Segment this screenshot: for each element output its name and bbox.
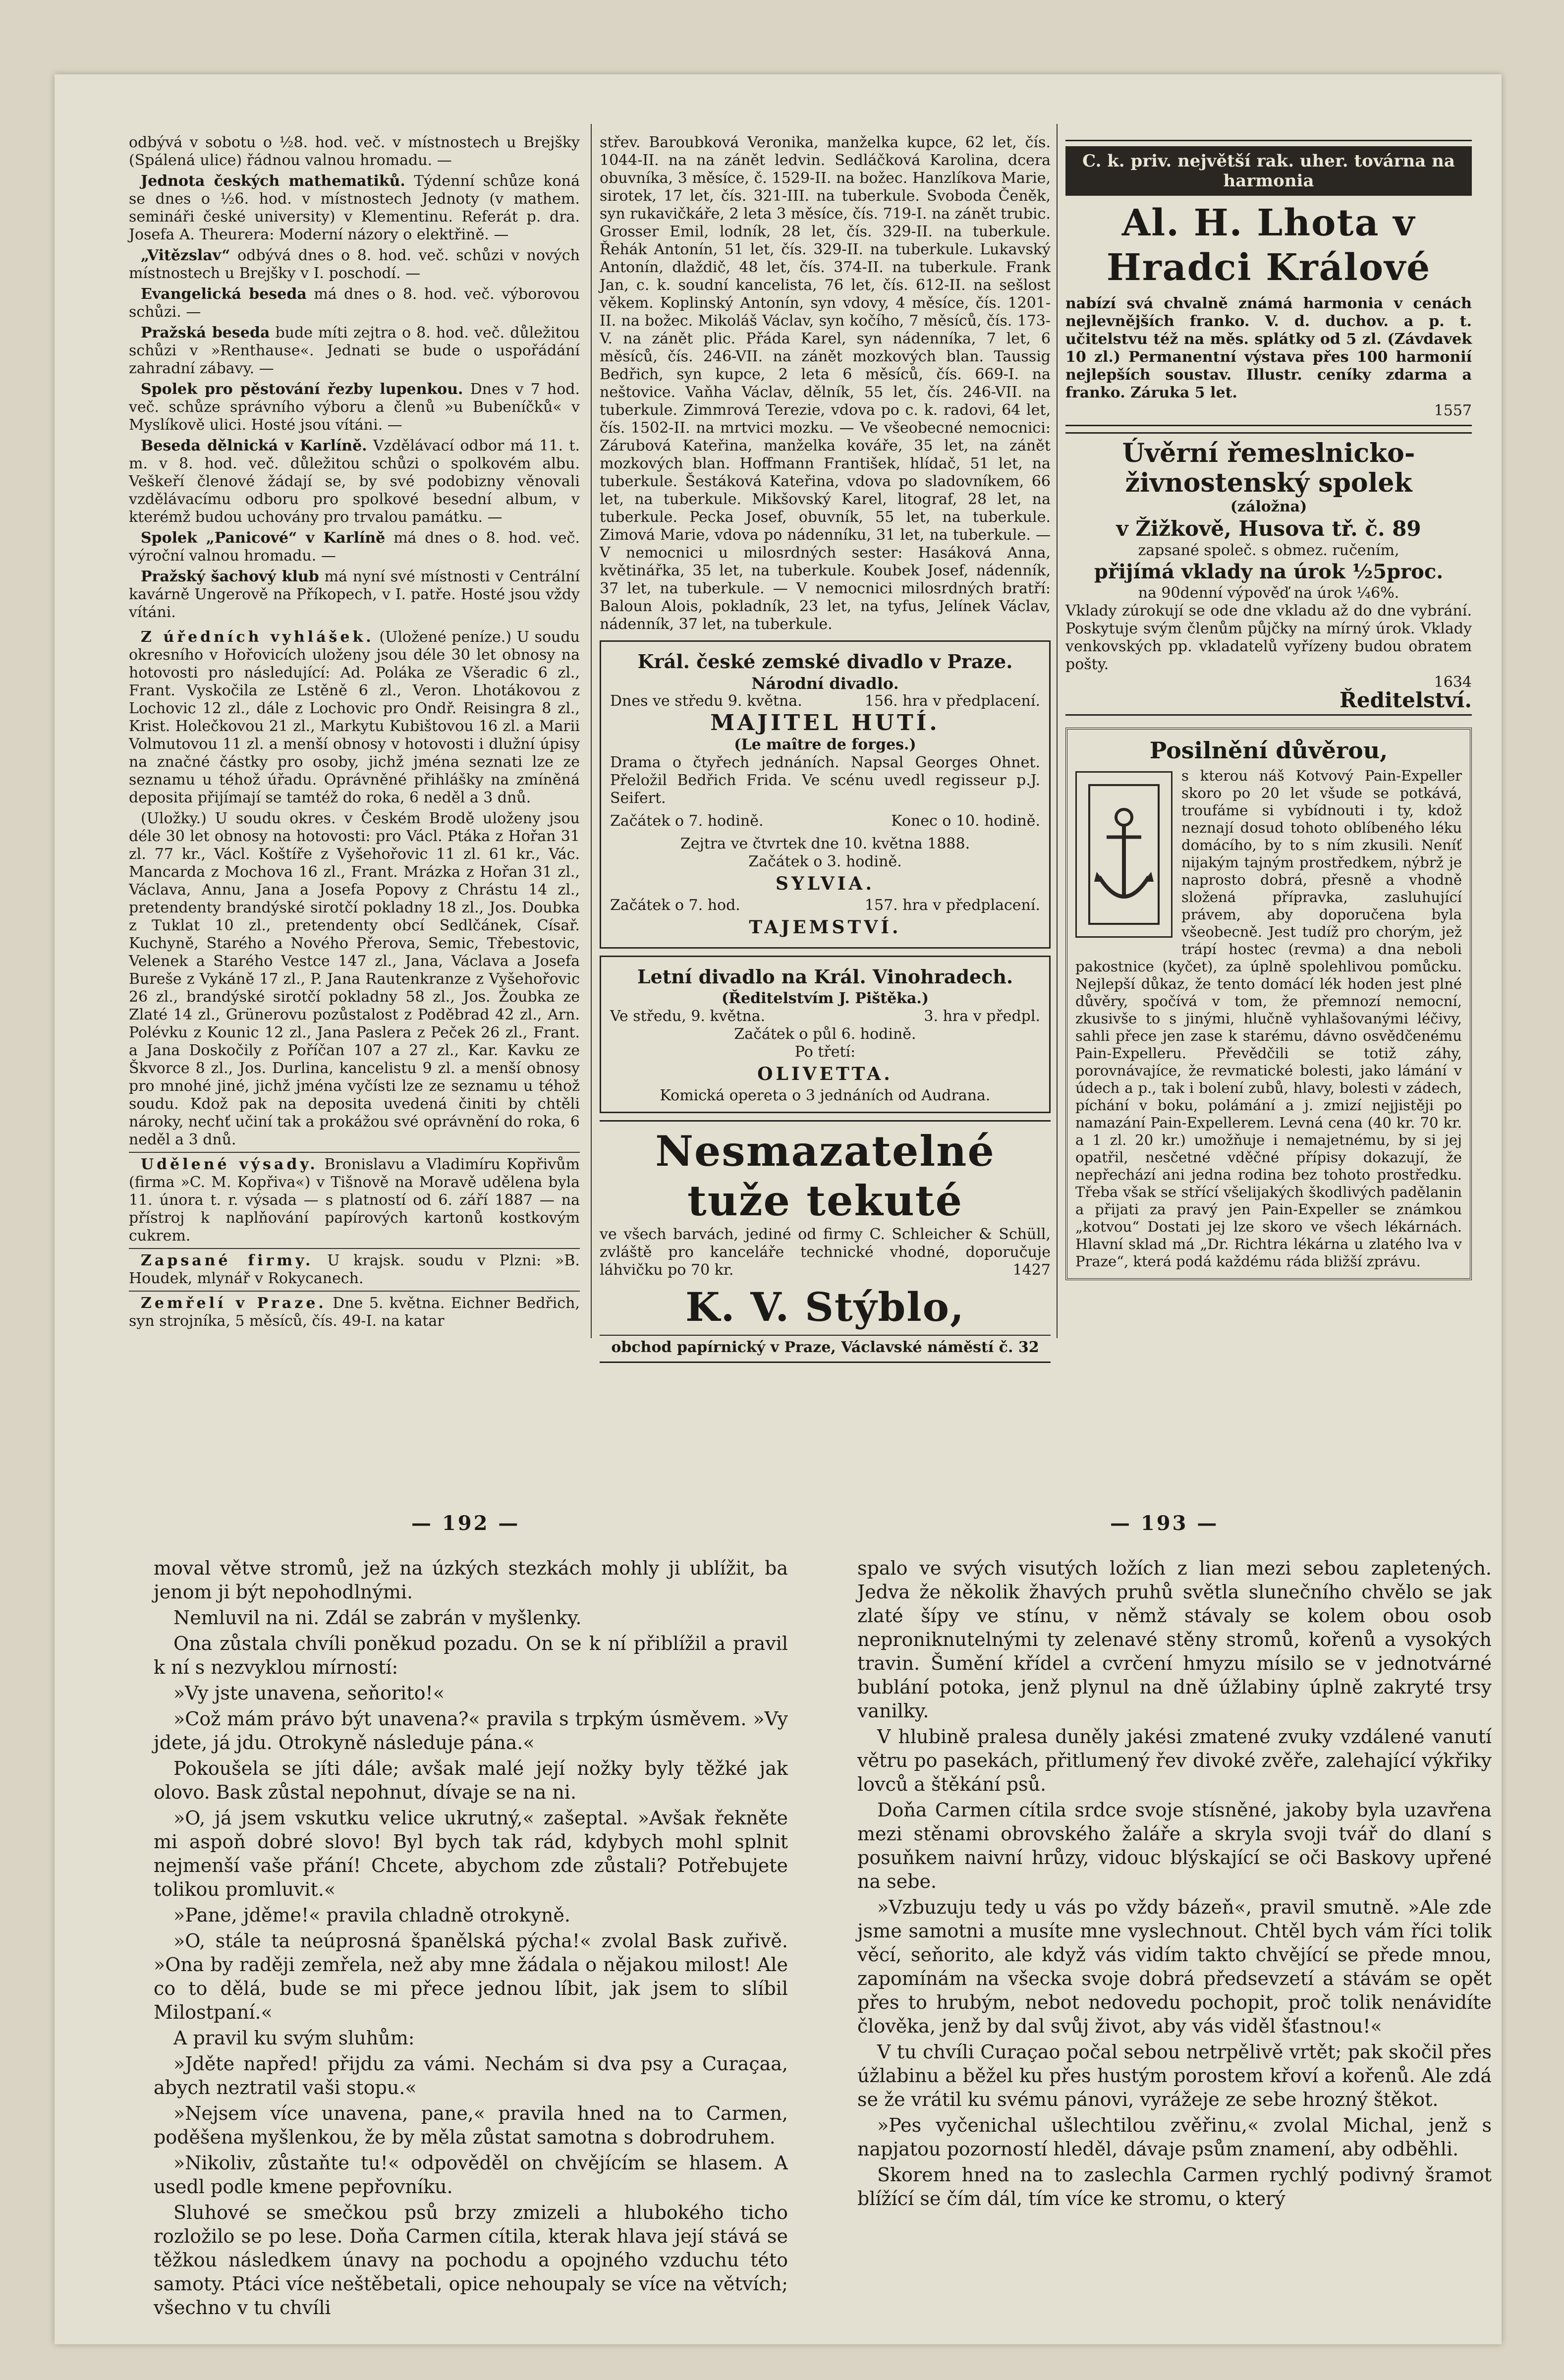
- story-paragraph: »Vzbuzuju tedy u vás po vždy bázeň«, pravil smutně. »Ale zde jsme samotni a musíte mne vyslechnout. Chtěl bych vám říci tolik věcí, seňorito, ale když vás vidím takto chvějící se přede mnou, zapomínám na všecka svoje dobrá předsevzetí a stávám se opět přes to hrubým, nebot nedovedu pochopit, proč tolik nenávidíte člověka, jenž by dal svůj život, aby vás viděl šťastnou!«: [857, 1896, 1492, 2037]
- advert-harmonium: [1065, 140, 1472, 426]
- story-paragraph: Nemluvil na ni. Zdál se zabrán v myšlenky.: [173, 1607, 582, 1629]
- section-heading: Z úředních vyhlášek.: [141, 628, 374, 646]
- news-heading: Evangelická beseda: [141, 285, 307, 303]
- anchor-emblem-icon: [1075, 771, 1173, 938]
- news-column-middle: [600, 134, 1051, 1369]
- news-heading: Spolek „Panicové“ v Karlíně: [141, 529, 386, 547]
- news-paragraph: odbývá v sobotu o ½8. hod. več. v místnostech u Brejšky (Spálená ulice) řádnou valnou hromadu. —: [129, 134, 580, 169]
- pain-text: s kterou náš Kotvový Pain-Expeller skoro po 20 let všude se potkává, troufáme si vybídnouti i ty, kdož neznají dosud tohoto oblíbeného léku domácího, by to s ním zkusili. Neníť nijakým tajným prostředkem, nýbrž je naprosto dobrá, přesně a vhodně složená přípravka, zasluhující právem, aby doporučena byla všeobecně. Jest tudíž pro chorým, jež trápí hostec (revma) a dna neboli pakostnice (kyčet), za úplně spolehlivou pomůcku. Nejlepší důkaz, že tento domácí lék hoden jest plné důvěry, spočívá v tom, že přemnozí nemocní, zkusivše to s jinými, hlučně vyhlašovanými léčivy, sahli přece jen zase k starému, dávno osvědčenému Pain-Expelleru. Převědčili se totiž záhy, porovnávajíce, že revmatické bolesti, jako lámání v údech a p., tak i bolení zubů, hlavy, bolesti v zádech, píchání v boku, polámání a j. zmizí nejjistěji po namazání Pain-Expellerem. Levná cena (40 kr. 70 kr. a 1 zl. 20 kr.) umožňuje i nemajetnému, by si jej opatřil, nesčetné vděčné přípisy dokazují, že nepřechází ani jedna rodina bez tohoto prostředku. Třeba však se střící všelijakých škodlivých padělanin a přijati za pravý jen Pain-Expeller se známkou „kotvou“ Dostati jej lze skoro ve všech lékárnách. Hlavní sklad má „Dr. Richtra lékárna u zlatého lva v Praze“, která podá každému ráda bližší zprávu.: [1075, 767, 1462, 1270]
- play-description: Komická opereta o 3 jednáních od Audrana.: [660, 1087, 991, 1104]
- story-paragraph: »Pane, jděme!« pravila chladně otrokyně.: [173, 1904, 570, 1926]
- theatre-date-row: Ve středu, 9. května. 3. hra v předpl.: [610, 1008, 1040, 1025]
- story-paragraph: »Nejsem více unavena, pane,« pravila hned na to Carmen, poděšena myšlenkou, že by měla zůstat samotna s dobrodruhem.: [154, 2102, 788, 2148]
- harmonium-text: nabízí svá chvalně známá harmonia v cenách nejlevnějších franko. V. d. duchov. a p. t. učitelstvu též na měs. splátky od 5 zl. (Závdavek 10 zl.) Permanentní výstava přes 100 harmonií nejlepších soustav. Illustr. ceníky zdarma a franko. Záruka 5 let.: [1065, 295, 1472, 401]
- ink-text: ve všech barvách, jediné od firmy C. Schleicher & Schüll, zvláště pro kanceláře technické vhodné, doporučuje láhvičku po 70 kr. 1427: [600, 1226, 1051, 1279]
- story-paragraph: Ona zůstala chvíli poněkud pozadu. On se k ní přiblížil a pravil k ní s nezvyklou mírností:: [154, 1633, 788, 1678]
- bank-name: Úvěrní řemeslnicko-živnostenský spolek: [1122, 438, 1415, 498]
- story-paragraph: »Vy jste unavena, seňorito!«: [173, 1682, 445, 1704]
- evening-play: TAJEMSTVÍ.: [749, 917, 901, 938]
- ad-number: 1634: [1434, 674, 1472, 691]
- bank-text: Vklady zúrokují se ode dne vkladu až do dne vybrání. Poskytuje svým členům půjčky na mírný úrok. Vklady venkovských pp. vkladatelů vyřízeny budou obratem pošty.: [1065, 602, 1472, 673]
- news-heading: Jednota českých mathematiků.: [141, 172, 405, 190]
- ad-number: 1557: [1434, 402, 1472, 419]
- news-paragraph: „Vitězslav“ odbývá dnes o 8. hod. več. schůzi v nových místnostech u Brejšky v I. poschodí. —: [129, 247, 580, 282]
- play-description: Drama o čtyřech jednáních. Napsal Georges Ohnet. Přeložil Bedřich Frida. Ve scénu uvedl regisseur p.J. Seifert.: [610, 754, 1040, 807]
- play-title: OLIVETTA.: [757, 1064, 893, 1084]
- news-paragraph: Jednota českých mathematiků. Týdenní schůze koná se dnes o ½6. hod. v místnostech Jednoty (v mathem. semináři české university) v Klementinu. Referát p. dra. Josefa A. Theurera: Moderní názory o elektřině. —: [129, 172, 580, 243]
- newspaper-page: [55, 74, 1502, 2344]
- advert-pain-expeller: [1065, 728, 1472, 1280]
- story-paragraph: »Což mám právo být unavena?« pravila s trpkým úsměvem. »Vy jdete, já jdu. Otrokyně následuje pána.«: [154, 1708, 788, 1754]
- bank-address: v Žižkově, Husova tř. č. 89: [1116, 516, 1421, 541]
- news-paragraph: Zapsané firmy. U krajsk. soudu v Plzni: »B. Houdek, mlynář v Rokycanech.: [129, 1248, 580, 1288]
- news-heading: „Vitězslav“: [141, 247, 230, 264]
- news-paragraph: Pražský šachový klub má nyní své místnosti v Centrální kavárně Ungerově na Příkopech, v I. patře. Hosté jsou vždy vítáni.: [129, 568, 580, 621]
- bank-offer: přijímá vklady na úrok ½5proc.: [1094, 560, 1444, 583]
- theatre-subtitle: Národní divadlo.: [751, 674, 899, 693]
- column-rule: [1057, 124, 1058, 1338]
- story-page-left: [154, 1556, 788, 2322]
- start-time: Začátek o půl 6. hodině.: [734, 1025, 916, 1043]
- evening-times: Začátek o 7. hod. 157. hra v předplacení.: [610, 897, 1040, 914]
- news-paragraph: Udělené výsady. Bronislavu a Vladimíru Kopřivům (firma »C. M. Kopřiva«) v Tišnově na Moravě udělena byla 11. února t. r. výsada — s platností od 6. září 1887 — na přístroj k naplňování papírových kartonů kostkovým cukrem.: [129, 1152, 580, 1245]
- play-title: MAJITEL HUTÍ.: [710, 710, 940, 736]
- section-heading: Zapsané firmy.: [141, 1252, 314, 1269]
- ink-firm: K. V. Stýblo,: [685, 1284, 965, 1330]
- story-page-right: [857, 1556, 1492, 2212]
- story-paragraph: »Nikoliv, zůstaňte tu!« odpověděl on chvějícím se hlasem. A usedl podle kmene pepřovníku.: [154, 2152, 788, 2198]
- play-times: Začátek o 7. hodině. Konec o 10. hodině.: [610, 812, 1040, 830]
- third-label: Po třetí:: [794, 1043, 856, 1061]
- harmonium-firm: Al. H. Lhota v Hradci Králové: [1106, 202, 1431, 289]
- bank-signature: Ředitelství.: [1339, 688, 1472, 712]
- story-paragraph: Pokoušela se jíti dále; avšak malé její nožky byly těžké jak olovo. Bask zůstal nepohnut, dívaje se na ni.: [154, 1757, 788, 1803]
- story-paragraph: V tu chvíli Curaçao počal sebou netrpělivě vrtět; pak skočil přes úžlabinu a běžel ku přes hustým porostem křoví a kořenů. Ale zdá se že vrátil ku svému pánovi, vyrážeje ze sebe hrozný štěkot.: [857, 2041, 1492, 2110]
- news-heading: Spolek pro pěstování řezby lupenkou.: [141, 381, 463, 398]
- news-paragraph: (Uložky.) U soudu okres. v Českém Brodě uloženy jsou déle 30 let obnosy na hotovosti: pro Václ. Ptáka z Hořan 31 zl. 77 kr., Václ. Koštíře z Vyšehořovic 11 zl. 61 kr., Vác. Mancarda z Mochova 16 zl., Frant. Mrázka z Hořan 31 zl., Václava, Annu, Jana a Josefa Popovy z Chrástu 14 zl., pretendenty brandýské sirotčí pokladny 18 zl., Jos. Doubka z Tuklat 10 zl., pretendenty obcí Sedlčánek, Císař. Kuchyně, Starého a Nového Přerova, Semic, Třebestovic, Velenek a Starého Vestce 147 zl., Jana, Václava a Josefa Bureše z Vykáně 17 zl., P. Jana Rautenkranze z Vyšehořovic 26 zl., brandýské sirotčí pokladny 58 zl., Jos. Žoubka ze Zlaté 14 zl., Grünerovu pozůstalost z Poděbrad 42 zl., Arn. Polévku z Kounic 12 zl., Jana Paslera z Peček 26 zl., Frant. a Jana Doskočily z Poříčan 107 a 27 zl., Kar. Kavku ze Škvorce 8 zl., Jos. Durlina, kancelistu 9 zl. a menší obnosy pro mnohé jiné, jichž jména vyčísti lze ze seznamu u téhož soudu. Kdož pak na deposita uvedená činiti by chtěli nároky, nechť učiní tak a prokážou své oprávnění do roka, 6 neděl a 3 dnů.: [129, 810, 580, 1148]
- deaths-list: střev. Baroubková Veronika, manželka kupce, 62 let, čís. 1044-II. na na zánět ledvin. Sedláčková Karolina, dcera obuvníka, 3 měsíce, č. 1529-II. na božec. Hanzlíkova Marie, sirotek, 17 let, čís. 321-III. na tuberkule. Svoboda Čeněk, syn rukavičkáře, 2 leta 3 měsíce, čís. 719-I. na zánět trubic. Grosser Emil, lodník, 28 let, čís. 329-II. na tuberkule. Řehák Antonín, 51 let, čís. 329-II. na tuberkule. Lukavský Antonín, dlaždič, 48 let, čís. 374-II. na tuberkule. Frank Jan, c. k. soudní kancelista, 76 let, čís. 612-II. na sešlost věkem. Koplinský Antonín, syn vdovy, 4 měsíce, čís. 1201-II. na božec. Mikoláš Václav, syn kočího, 7 měsíců, čís. 173-V. na zánět plic. Přáda Karel, syn nádenníka, 7 let, 6 měsíců, čís. 246-VII. na zánět mozkových blan. Taussig Bedřich, syn kupce, 2 leta 6 měsíců, čís. 669-I. na neštovice. Vaňha Václav, dělník, 55 let, čís. 246-VII. na tuberkule. Zimmrová Terezie, vdova po c. k. radovi, 64 let, čís. 1502-II. na mrtvici mozku. — Ve všeobecné nemocnici: Zárubová Kateřina, manželka kováře, 35 let, na zánět mozkových blan. Hoffmann František, hlídač, 51 let, na tuberkule. Šestáková Kateřina, vdova po sladovníkem, 66 let, na tuberkule. Mikšovský Karel, litograf, 28 let, na tuberkule. Pecka Josef, obuvník, 55 let, na tuberkule. Zimová Marie, vdova po nádenníku, 31 let, na tuberkule. — V nemocnici u milosrdných sester: Hasáková Anna, květinářka, 35 let, na tuberkule. Koubek Josef, nádenník, 37 let, na tuberkule. — V nemocnici milosrdných bratří: Baloun Alois, pokladník, 23 let, na tyfus, Jelínek Václav, nádenník, 37 let, na tuberkule.: [600, 134, 1051, 633]
- news-paragraph: Zemřelí v Praze. Dne 5. května. Eichner Bedřich, syn strojníka, 5 měsíců, čís. 49-I. na katar: [129, 1291, 580, 1330]
- advert-ink: [600, 1120, 1051, 1363]
- section-heading: Zemřelí v Praze.: [141, 1295, 327, 1312]
- story-paragraph: Skorem hned na to zaslechla Carmen rychlý podivný šramot blížící se čím dál, tím více ke stromu, o který: [857, 2164, 1492, 2210]
- page-number-left: — 192 —: [411, 1512, 520, 1535]
- story-paragraph: V hlubině pralesa duněly jakési zmatené zvuky vzdálené vanutí větru po pasekách, přitlumený řev divoké zvěře, zalehající výkřiky lovců a štěkání psů.: [857, 1726, 1492, 1795]
- play-original: (Le maître de forges.): [734, 736, 916, 753]
- bank-sub: (záložna): [1230, 498, 1307, 515]
- theatre-title: Král. české zemské divadlo v Praze.: [637, 650, 1013, 673]
- story-paragraph: A pravil ku svým sluhům:: [173, 2027, 415, 2049]
- news-heading: Beseda dělnická v Karlíně.: [141, 437, 367, 454]
- story-paragraph: moval větve stromů, jež na úzkých stezkách mohly ji ublížit, ba jenom ji být nepohodlnými.: [154, 1557, 788, 1603]
- section-heading: Udělené výsady.: [141, 1156, 318, 1173]
- story-paragraph: Doňa Carmen cítila srdce svoje stísněné, jakoby byla uzavřena mezi stěnami obrovského žaláře a skryla svoji tvář do dlaní s posuňkem naivní hrůzy, vidouc blýskající se oči Baskovy upřené na sebe.: [857, 1799, 1492, 1892]
- news-paragraph: Pražská beseda bude míti zejtra o 8. hod. več. důležitou schůzi v »Renthause«. Jednati se bude o uspořádání zahradní zábavy. —: [129, 324, 580, 377]
- theatre-notice-national: [600, 640, 1051, 949]
- news-paragraph: Beseda dělnická v Karlíně. Vzdělávací odbor má 11. t. m. v 8. hod. več. důležitou schůzi o spolkovém albu. Veškeří členové žádají se, by své podobizny věnovali vzdělávacímu odboru pro spolkové besední album, v kterémž budou uchovány pro trvalou památku. —: [129, 437, 580, 526]
- story-paragraph: Sluhové se smečkou psů brzy zmizeli a hlubokého ticho rozložilo se po lese. Doňa Carmen cítila, kterak hlava její stává se těžkou následkem únavy na pochodu a opojného vzduchu této samoty. Ptáci více neštěbetali, opice nehoupaly se více na větvích; všechno v tu chvíli: [154, 2202, 788, 2319]
- upper-half: [55, 99, 1502, 1452]
- advert-bank: [1065, 432, 1472, 716]
- page-number-right: — 193 —: [1110, 1512, 1219, 1535]
- advert-column: [1065, 134, 1472, 1280]
- bank-legal: zapsané společ. s obmez. ručením,: [1138, 542, 1399, 559]
- ink-headline: Nesmazatelné tuže tekuté: [655, 1127, 995, 1225]
- news-paragraph: Evangelická beseda má dnes o 8. hod. več. výborovou schůzi. —: [129, 285, 580, 321]
- story-paragraph: »O, já jsem vskutku velice ukrutný,« zašeptal. »Avšak řekněte mi aspoň dobré slovo! Byl bych tak rád, kdybych mohl splnit nejmenší vaše přání! Chcete, abychom zde zůstali? Potřebujete tolikou promluvit.«: [154, 1807, 788, 1900]
- news-heading: Pražská beseda: [141, 324, 270, 341]
- story-paragraph: »Pes vyčenichal ušlechtilou zvěřinu,« zvolal Michal, jenž s napjatou pozorností hleděl, dávaje psům znamení, aby odběhli.: [857, 2114, 1492, 2160]
- harmonium-line1: C. k. priv. největší rak. uher. továrna na harmonia: [1065, 146, 1472, 196]
- theatre-notice-summer: [600, 956, 1051, 1113]
- story-paragraph: spalo ve svých visutých ložích z lian mezi sebou zapletených. Jedva že několik žhavých pruhů světla slunečního chvělo se jak zlaté šípy ve stínu, v němž stávaly se kolem obou osob neproniknutelnými ty zelenavé stěny stromů, kořenů a vysokých travin. Šumění křídel a cvrčení hmyzu mísilo se v jednotvárné bublání potoka, jenž plynul na dně úžlabiny úplně zakryté trsy vanilky.: [857, 1557, 1492, 1722]
- news-paragraph: Spolek pro pěstování řezby lupenkou. Dnes v 7 hod. več. schůze správního výboru a členů »u Bubeníčků« v Myslíkově ulici. Hosté jsou vítáni. —: [129, 381, 580, 434]
- story-paragraph: »Jděte napřed! přijdu za vámi. Nechám si dva psy a Curaçaa, abych neztratil vaši stopu.«: [154, 2053, 788, 2098]
- next-start: Začátek o 3. hodině.: [748, 853, 902, 870]
- ink-footer: obchod papírnický v Praze, Václavské náměstí č. 32: [600, 1335, 1051, 1357]
- story-paragraph: »O, stále ta neúprosná španělská pýcha!« zvolal Bask zuřivě. »Ona by raději zemřela, než aby mne žádala o nějakou milost! Ale co to dělá, bude se mi přece jednou líbit, jak jsem to slíbil Milostpaní.«: [154, 1930, 788, 2023]
- next-date: Zejtra ve čtvrtek dne 10. května 1888.: [680, 835, 970, 852]
- news-heading: Pražský šachový klub: [141, 568, 319, 585]
- next-play: SYLVIA.: [776, 873, 875, 894]
- column-rule: [591, 124, 592, 1338]
- theatre-title: Letní divadlo na Král. Vinohradech.: [637, 965, 1013, 988]
- theatre-date-row: Dnes ve středu 9. května. 156. hra v předplacení.: [610, 692, 1040, 710]
- pain-title: Posilnění důvěrou,: [1149, 737, 1388, 764]
- theatre-subtitle: (Ředitelstvím J. Pištěka.): [721, 990, 929, 1007]
- news-paragraph: Z úředních vyhlášek. (Uložené peníze.) U soudu okresního v Hořovicích uloženy jsou déle 30 let obnosy na hotovosti pro následující: Ad. Poláka ze Všeradic 6 zl., Frant. Vyskočila ze Lstěně 6 zl., Veron. Lhotákovou z Lochovic 12 zl., dále z Lochovic pro Ondř. Reisingra 8 zl., Krist. Holečkovou 21 zl., Markytu Kubištovou 16 zl. a Marii Volmutovou 11 zl. a menší obnosy v hotovosti i dlužní úpisy na značné částky pro osoby, jichž jména seznati lze ze seznamu u téhož úřadu. Oprávněné přihlášky na zmíněná deposita přijímají se tamtéž do roka, 6 neděl a 3 dnů.: [129, 628, 580, 806]
- news-column-left: [129, 134, 580, 1333]
- bank-offer2: na 90denní výpověď na úrok ¼6%.: [1138, 584, 1399, 602]
- news-paragraph: Spolek „Panicové“ v Karlíně má dnes o 8. hod. več. výroční valnou hromadu. —: [129, 529, 580, 565]
